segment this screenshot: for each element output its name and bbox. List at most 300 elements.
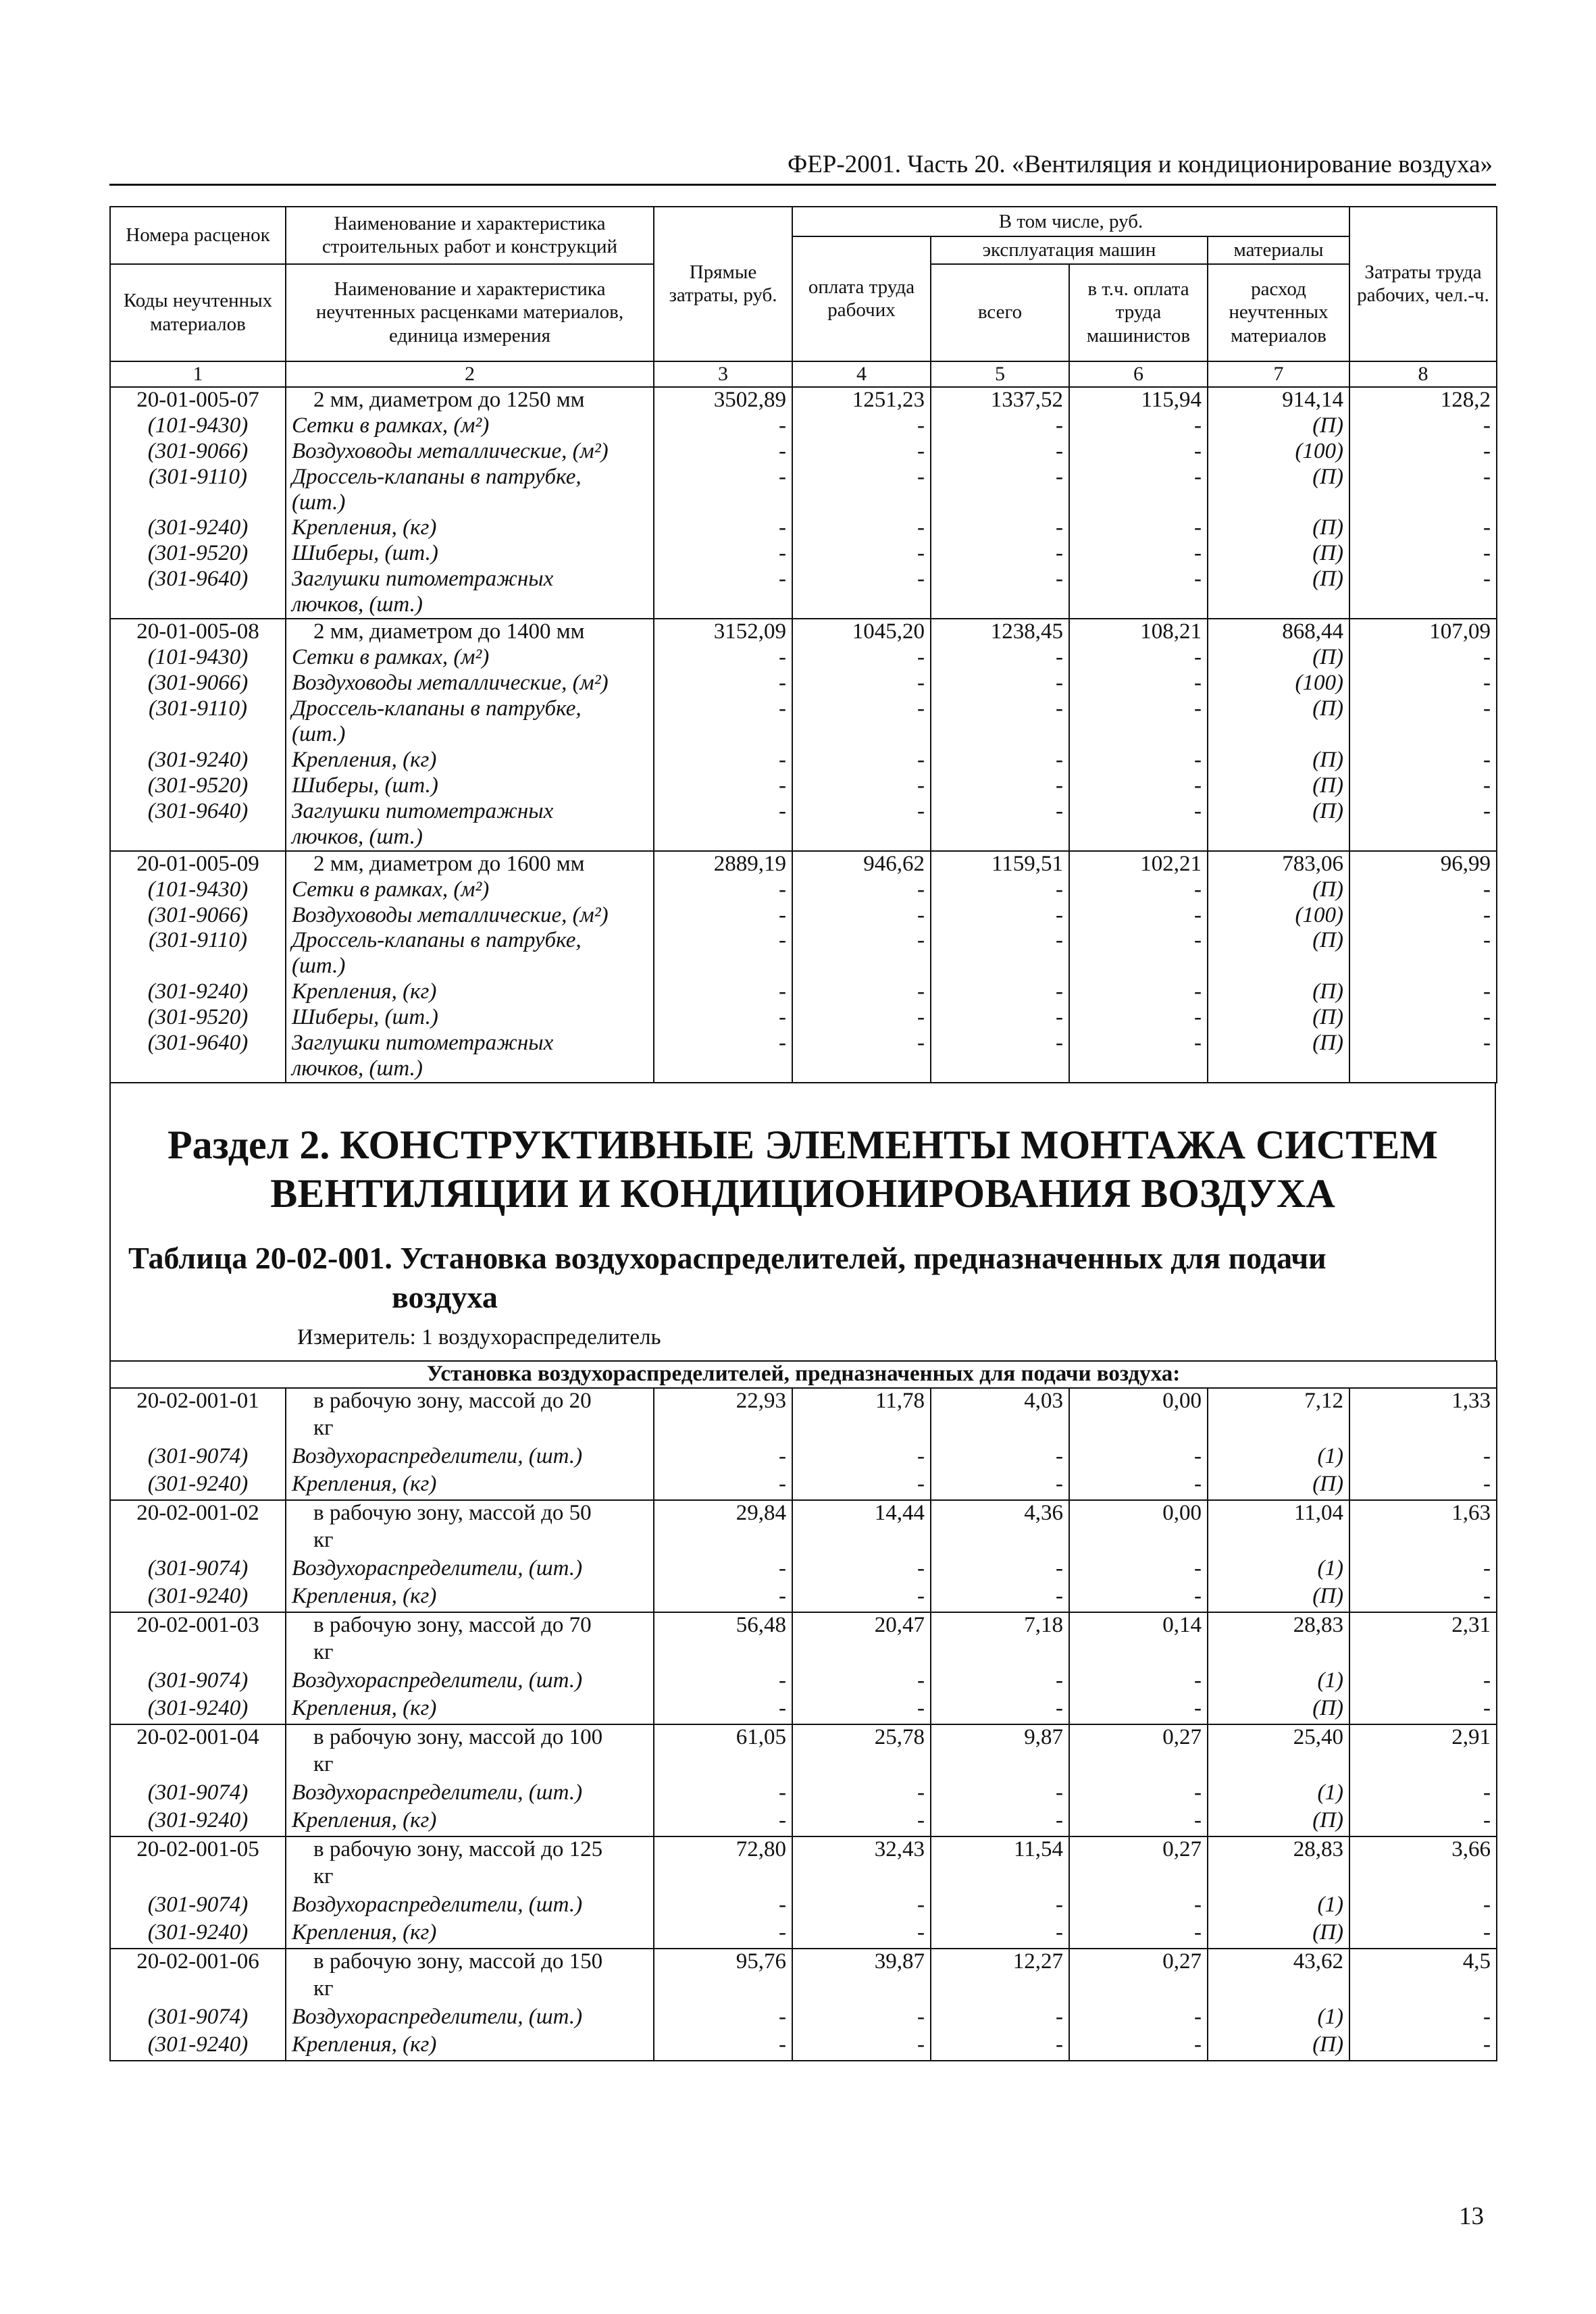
value-cell (1208, 722, 1349, 748)
rate-name: Крепления, (кг) (286, 2032, 654, 2061)
value-cell: - (1349, 2032, 1497, 2061)
rate-code (110, 490, 286, 516)
value-cell: 32,43 (792, 1836, 931, 1865)
rate-code (110, 825, 286, 851)
value-cell: - (1069, 748, 1208, 773)
value-cell (931, 954, 1069, 979)
value-cell: (П) (1208, 696, 1349, 722)
rate-code: (301-9074) (110, 1556, 286, 1585)
rate-name: кг (286, 1416, 654, 1444)
value-cell (792, 1976, 931, 2005)
material-row (110, 1893, 1497, 1921)
material-row (110, 1584, 1497, 1612)
value-cell: 2889,19 (654, 851, 792, 877)
col-rate-number-header: Номера расценок (110, 207, 286, 264)
value-cell (931, 1640, 1069, 1668)
material-row (110, 1780, 1497, 1809)
value-cell: - (1349, 1031, 1497, 1056)
value-cell: (П) (1208, 541, 1349, 567)
value-cell: - (931, 2005, 1069, 2033)
rate-name: Крепления, (кг) (286, 1472, 654, 1500)
value-cell: - (792, 903, 931, 929)
value-cell: - (654, 748, 792, 773)
value-cell (654, 592, 792, 619)
rate-name: Крепления, (кг) (286, 748, 654, 773)
value-cell: - (654, 1005, 792, 1031)
value-cell: - (1069, 1031, 1208, 1056)
value-cell: 4,5 (1349, 1949, 1497, 1977)
rate-name: Крепления, (кг) (286, 1696, 654, 1724)
material-row (110, 541, 1497, 567)
value-cell: - (931, 413, 1069, 439)
value-cell (1349, 1416, 1497, 1444)
value-cell: - (654, 2032, 792, 2061)
value-cell: - (1349, 645, 1497, 671)
value-cell: - (1069, 1920, 1208, 1949)
value-cell: 1159,51 (931, 851, 1069, 877)
col-material-names-header: Наименование и характеристика неучтенных расценками материалов, единица измерения (286, 264, 654, 361)
value-cell: - (654, 928, 792, 954)
value-cell: (П) (1208, 515, 1349, 541)
material-row (110, 439, 1497, 465)
rate-code: (301-9240) (110, 1472, 286, 1500)
value-cell: - (792, 1696, 931, 1724)
value-cell: - (792, 1556, 931, 1585)
rate-name: в рабочую зону, массой до 20 (286, 1388, 654, 1416)
value-cell (654, 1640, 792, 1668)
value-cell: - (792, 799, 931, 825)
value-cell: - (931, 515, 1069, 541)
rate-row (110, 1836, 1497, 1865)
value-cell (1208, 1864, 1349, 1893)
value-cell: 29,84 (654, 1500, 792, 1528)
value-cell (1208, 1416, 1349, 1444)
material-row (110, 1031, 1497, 1056)
rate-code: (301-9240) (110, 1920, 286, 1949)
material-row (110, 1444, 1497, 1472)
material-row (110, 748, 1497, 773)
value-cell: - (654, 515, 792, 541)
value-cell: (100) (1208, 671, 1349, 696)
value-cell (1349, 1528, 1497, 1556)
value-cell: - (931, 645, 1069, 671)
value-cell: - (1349, 696, 1497, 722)
material-row (110, 979, 1497, 1005)
value-cell: - (1349, 1005, 1497, 1031)
value-cell: - (931, 671, 1069, 696)
value-cell: 0,27 (1069, 1724, 1208, 1753)
value-cell: - (931, 567, 1069, 592)
rate-code: 20-01-005-08 (110, 619, 286, 645)
value-cell: - (1069, 2032, 1208, 2061)
value-cell (654, 1416, 792, 1444)
rate-code: (301-9240) (110, 748, 286, 773)
value-cell (792, 1528, 931, 1556)
value-cell (1208, 1752, 1349, 1780)
value-cell: - (1069, 696, 1208, 722)
table-subheader: Установка воздухораспределителей, предназначенных для подачи воздуха: (110, 1361, 1497, 1388)
value-cell: - (1349, 877, 1497, 903)
value-cell: - (1349, 1668, 1497, 1697)
value-cell: - (792, 645, 931, 671)
rate-code: (301-9066) (110, 671, 286, 696)
value-cell: (1) (1208, 1668, 1349, 1697)
material-row (110, 1640, 1497, 1668)
rate-code: (301-9240) (110, 515, 286, 541)
value-cell: 9,87 (931, 1724, 1069, 1753)
material-row (110, 1864, 1497, 1893)
rate-row (110, 619, 1497, 645)
rate-code: (301-9640) (110, 1031, 286, 1056)
value-cell: - (654, 671, 792, 696)
col-number: 4 (792, 361, 931, 387)
rate-code: (101-9430) (110, 877, 286, 903)
rate-code: 20-02-001-06 (110, 1949, 286, 1977)
rate-name: Сетки в рамках, (м²) (286, 877, 654, 903)
value-cell: (1) (1208, 1893, 1349, 1921)
material-row (110, 954, 1497, 979)
rate-name: Воздухораспределители, (шт.) (286, 1668, 654, 1697)
value-cell (1069, 825, 1208, 851)
rate-code (110, 954, 286, 979)
rate-code: (301-9240) (110, 1696, 286, 1724)
material-row (110, 465, 1497, 490)
col-number: 6 (1069, 361, 1208, 387)
value-cell: (П) (1208, 1584, 1349, 1612)
col-labor-hours-header: Затраты труда рабочих, чел.-ч. (1349, 207, 1497, 361)
value-cell (1069, 1976, 1208, 2005)
value-cell: - (654, 2005, 792, 2033)
rate-name: Крепления, (кг) (286, 1808, 654, 1836)
value-cell: - (931, 541, 1069, 567)
value-cell: 11,54 (931, 1836, 1069, 1865)
value-cell: - (792, 1893, 931, 1921)
value-cell: - (931, 1696, 1069, 1724)
value-cell (1069, 592, 1208, 619)
value-cell: - (931, 696, 1069, 722)
value-cell: 107,09 (1349, 619, 1497, 645)
rate-name: в рабочую зону, массой до 50 (286, 1500, 654, 1528)
rate-name: Воздухораспределители, (шт.) (286, 2005, 654, 2033)
value-cell: - (1069, 413, 1208, 439)
rate-code (110, 1416, 286, 1444)
value-cell: - (1069, 979, 1208, 1005)
value-cell: 11,78 (792, 1388, 931, 1416)
value-cell (1069, 1416, 1208, 1444)
value-cell (792, 490, 931, 516)
value-cell: 128,2 (1349, 387, 1497, 413)
value-cell (1069, 1752, 1208, 1780)
value-cell: - (931, 1920, 1069, 1949)
value-cell: (1) (1208, 1556, 1349, 1585)
value-cell: 3502,89 (654, 387, 792, 413)
value-cell: - (792, 877, 931, 903)
value-cell: 11,04 (1208, 1500, 1349, 1528)
value-cell: (П) (1208, 1031, 1349, 1056)
rate-code: (301-9110) (110, 465, 286, 490)
value-cell: - (654, 1584, 792, 1612)
value-cell: 4,36 (931, 1500, 1069, 1528)
value-cell: (П) (1208, 413, 1349, 439)
value-cell: 3,66 (1349, 1836, 1497, 1865)
rate-name: кг (286, 1528, 654, 1556)
material-row (110, 2032, 1497, 2061)
value-cell: 108,21 (1069, 619, 1208, 645)
value-cell: - (654, 1031, 792, 1056)
value-cell: 868,44 (1208, 619, 1349, 645)
value-cell: - (1069, 773, 1208, 799)
value-cell: 95,76 (654, 1949, 792, 1977)
value-cell: - (931, 465, 1069, 490)
value-cell: - (654, 1444, 792, 1472)
material-row (110, 1696, 1497, 1724)
material-row (110, 592, 1497, 619)
rate-name: 2 мм, диаметром до 1250 мм (286, 387, 654, 413)
rate-code: 20-02-001-01 (110, 1388, 286, 1416)
value-cell: - (792, 1920, 931, 1949)
rate-name: Крепления, (кг) (286, 1584, 654, 1612)
value-cell (1208, 825, 1349, 851)
value-cell: 1337,52 (931, 387, 1069, 413)
rate-code: 20-02-001-02 (110, 1500, 286, 1528)
value-cell: - (1349, 1444, 1497, 1472)
col-direct-cost-header: Прямые затраты, руб. (654, 207, 792, 361)
value-cell (1208, 1640, 1349, 1668)
rate-name: Воздухораспределители, (шт.) (286, 1444, 654, 1472)
value-cell: - (1349, 1556, 1497, 1585)
value-cell: - (654, 1472, 792, 1500)
value-cell: - (654, 1668, 792, 1697)
value-cell: - (1069, 1556, 1208, 1585)
value-cell: - (1069, 567, 1208, 592)
rate-code (110, 722, 286, 748)
value-cell: - (931, 1808, 1069, 1836)
rate-name: Дроссель-клапаны в патрубке, (286, 928, 654, 954)
value-cell: - (931, 979, 1069, 1005)
value-cell: - (1069, 799, 1208, 825)
value-cell (1208, 490, 1349, 516)
value-cell: - (1069, 1893, 1208, 1921)
table-caption (128, 1239, 1327, 1316)
value-cell: (П) (1208, 1005, 1349, 1031)
value-cell: 1,33 (1349, 1388, 1497, 1416)
material-row (110, 1472, 1497, 1500)
value-cell: - (1069, 671, 1208, 696)
rate-name: в рабочую зону, массой до 150 (286, 1949, 654, 1977)
col-number: 5 (931, 361, 1069, 387)
value-cell (1208, 954, 1349, 979)
material-row (110, 1056, 1497, 1083)
rate-code: (301-9240) (110, 979, 286, 1005)
value-cell: 72,80 (654, 1836, 792, 1865)
value-cell: 115,94 (1069, 387, 1208, 413)
material-row (110, 1005, 1497, 1031)
value-cell: - (931, 1005, 1069, 1031)
rate-name: (шт.) (286, 722, 654, 748)
rate-name: Заглушки питометражных (286, 1031, 654, 1056)
value-cell: - (792, 928, 931, 954)
value-cell: - (931, 903, 1069, 929)
rate-name: кг (286, 1640, 654, 1668)
value-cell: - (931, 1031, 1069, 1056)
value-cell: - (792, 1031, 931, 1056)
value-cell (654, 1528, 792, 1556)
value-cell (654, 722, 792, 748)
value-cell: - (1349, 1920, 1497, 1949)
rate-name: в рабочую зону, массой до 100 (286, 1724, 654, 1753)
value-cell: - (654, 1696, 792, 1724)
value-cell: - (654, 903, 792, 929)
rate-code (110, 1528, 286, 1556)
rate-name: Крепления, (кг) (286, 515, 654, 541)
value-cell: - (1349, 515, 1497, 541)
rate-code: (301-9074) (110, 1893, 286, 1921)
rate-name: Шиберы, (шт.) (286, 1005, 654, 1031)
value-cell (1349, 1056, 1497, 1083)
value-cell: (1) (1208, 1444, 1349, 1472)
value-cell (792, 1864, 931, 1893)
value-cell (792, 954, 931, 979)
section-title-line2: ВЕНТИЛЯЦИИ И КОНДИЦИОНИРОВАНИЯ ВОЗДУХА (270, 1171, 1335, 1216)
materials-header: материалы (1208, 236, 1349, 264)
value-cell (1349, 490, 1497, 516)
value-cell: - (931, 1780, 1069, 1809)
value-cell: (1) (1208, 2005, 1349, 2033)
section-title (109, 1121, 1496, 1218)
value-cell: - (792, 979, 931, 1005)
rate-code: 20-01-005-07 (110, 387, 286, 413)
material-row (110, 722, 1497, 748)
value-cell: - (654, 696, 792, 722)
value-cell (654, 825, 792, 851)
rate-code: (301-9520) (110, 541, 286, 567)
rate-code: (301-9110) (110, 696, 286, 722)
value-cell: 783,06 (1208, 851, 1349, 877)
value-cell: - (792, 465, 931, 490)
value-cell: - (792, 1005, 931, 1031)
material-row (110, 671, 1497, 696)
material-row (110, 1528, 1497, 1556)
value-cell (1349, 954, 1497, 979)
col-machinists-wages-header: в т.ч. оплата труда машинистов (1069, 264, 1208, 361)
value-cell: 22,93 (654, 1388, 792, 1416)
rates-table-part1 (109, 206, 1497, 1083)
value-cell: - (1349, 799, 1497, 825)
col-wages-header: оплата труда рабочих (792, 236, 931, 361)
value-cell: (П) (1208, 1808, 1349, 1836)
value-cell: - (931, 799, 1069, 825)
value-cell: - (1349, 567, 1497, 592)
col-material-usage-header: расход неучтенных материалов (1208, 264, 1349, 361)
value-cell: - (792, 1584, 931, 1612)
value-cell (1349, 1864, 1497, 1893)
value-cell (1349, 722, 1497, 748)
value-cell: - (1069, 2005, 1208, 2033)
rate-code: (101-9430) (110, 413, 286, 439)
value-cell: - (1349, 1893, 1497, 1921)
value-cell: - (792, 1444, 931, 1472)
value-cell: 0,00 (1069, 1388, 1208, 1416)
value-cell: 914,14 (1208, 387, 1349, 413)
value-cell: (П) (1208, 1472, 1349, 1500)
value-cell: - (1349, 1472, 1497, 1500)
value-cell (792, 1640, 931, 1668)
value-cell: - (792, 2032, 931, 2061)
material-row (110, 799, 1497, 825)
value-cell: - (1349, 1808, 1497, 1836)
table-caption-line2: воздуха (392, 1279, 498, 1314)
rate-row (110, 1612, 1497, 1641)
value-cell (792, 1416, 931, 1444)
table-header (110, 207, 1497, 387)
value-cell (1069, 1528, 1208, 1556)
value-cell: 1238,45 (931, 619, 1069, 645)
value-cell (931, 1056, 1069, 1083)
col-machines-total-header: всего (931, 264, 1069, 361)
value-cell: - (931, 1668, 1069, 1697)
value-cell: - (1349, 1780, 1497, 1809)
value-cell: - (931, 1556, 1069, 1585)
rate-code: (301-9240) (110, 1584, 286, 1612)
value-cell: (П) (1208, 979, 1349, 1005)
value-cell: - (1069, 1005, 1208, 1031)
rate-code (110, 1752, 286, 1780)
value-cell: - (931, 439, 1069, 465)
value-cell (792, 592, 931, 619)
value-cell: (П) (1208, 465, 1349, 490)
rate-name: (шт.) (286, 954, 654, 979)
value-cell: - (1349, 1696, 1497, 1724)
value-cell (1069, 722, 1208, 748)
value-cell: - (792, 2005, 931, 2033)
rate-code: (301-9240) (110, 2032, 286, 2061)
rate-name: Заглушки питометражных (286, 567, 654, 592)
value-cell: - (792, 1780, 931, 1809)
value-cell: - (1349, 928, 1497, 954)
value-cell: 1251,23 (792, 387, 931, 413)
rate-name: лючков, (шт.) (286, 592, 654, 619)
value-cell: 56,48 (654, 1612, 792, 1641)
value-cell: - (792, 748, 931, 773)
rate-code: (301-9066) (110, 439, 286, 465)
value-cell: - (792, 567, 931, 592)
material-row (110, 1556, 1497, 1585)
value-cell: (1) (1208, 1780, 1349, 1809)
rate-code: (101-9430) (110, 645, 286, 671)
rate-code: (301-9074) (110, 1780, 286, 1809)
rate-name: в рабочую зону, массой до 70 (286, 1612, 654, 1641)
value-cell: 25,40 (1208, 1724, 1349, 1753)
material-row (110, 877, 1497, 903)
rate-name: Шиберы, (шт.) (286, 541, 654, 567)
rate-code: (301-9074) (110, 1668, 286, 1697)
value-cell: - (1069, 439, 1208, 465)
material-row (110, 1920, 1497, 1949)
value-cell: 3152,09 (654, 619, 792, 645)
value-cell: - (654, 773, 792, 799)
value-cell: - (931, 1472, 1069, 1500)
value-cell: - (1069, 1668, 1208, 1697)
value-cell: - (1069, 1584, 1208, 1612)
value-cell: - (931, 748, 1069, 773)
material-row (110, 1808, 1497, 1836)
rate-name: кг (286, 1752, 654, 1780)
rate-code: 20-02-001-03 (110, 1612, 286, 1641)
value-cell: 102,21 (1069, 851, 1208, 877)
value-cell: (П) (1208, 877, 1349, 903)
value-cell: 12,27 (931, 1949, 1069, 1977)
measure-unit: Измеритель: 1 воздухораспределитель (297, 1325, 661, 1349)
